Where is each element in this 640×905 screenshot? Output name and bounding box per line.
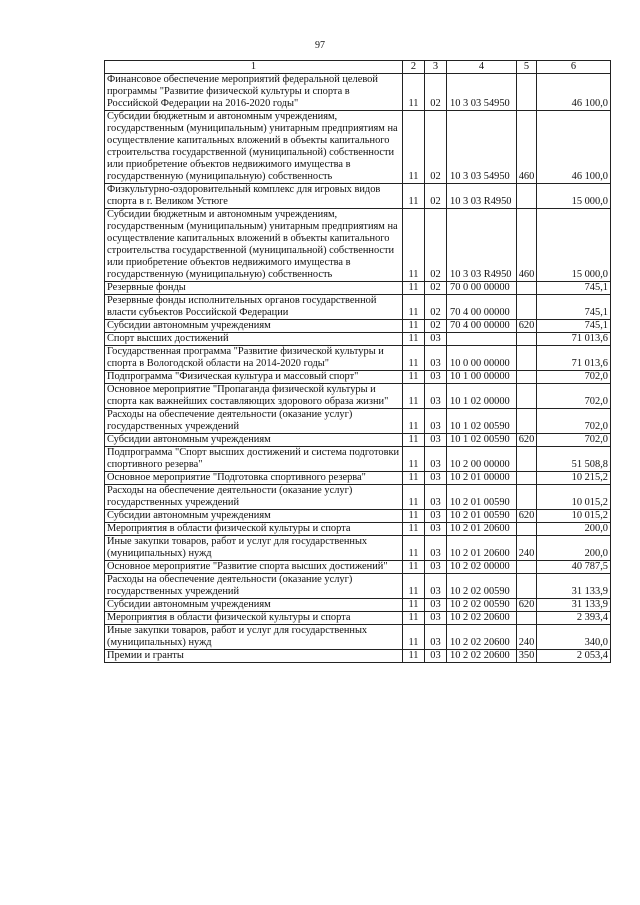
section-code-cell: 11 bbox=[403, 333, 425, 346]
subsection-code-cell: 03 bbox=[425, 574, 447, 599]
expense-type-cell: 620 bbox=[517, 434, 537, 447]
amount-cell: 31 133,9 bbox=[537, 599, 611, 612]
amount-cell: 15 000,0 bbox=[537, 209, 611, 282]
target-article-cell: 10 2 02 20600 bbox=[447, 612, 517, 625]
table-row bbox=[105, 612, 611, 625]
subsection-code-cell: 03 bbox=[425, 561, 447, 574]
table-row bbox=[105, 472, 611, 485]
header-cell: 5 bbox=[517, 61, 537, 74]
target-article-cell: 10 1 00 00000 bbox=[447, 371, 517, 384]
section-code-cell: 11 bbox=[403, 536, 425, 561]
subsection-code-cell: 02 bbox=[425, 282, 447, 295]
target-article-cell: 10 2 02 00590 bbox=[447, 574, 517, 599]
row-name-cell: Основное мероприятие "Развитие спорта высших достижений" bbox=[105, 561, 403, 574]
subsection-code-cell: 03 bbox=[425, 510, 447, 523]
expense-type-cell bbox=[517, 282, 537, 295]
target-article-cell: 10 3 03 54950 bbox=[447, 111, 517, 184]
expense-type-cell bbox=[517, 184, 537, 209]
expense-type-cell bbox=[517, 612, 537, 625]
target-article-cell: 70 4 00 00000 bbox=[447, 295, 517, 320]
amount-cell: 71 013,6 bbox=[537, 346, 611, 371]
amount-cell: 15 000,0 bbox=[537, 184, 611, 209]
section-code-cell: 11 bbox=[403, 625, 425, 650]
row-name-cell: Субсидии автономным учреждениям bbox=[105, 599, 403, 612]
table-row bbox=[105, 184, 611, 209]
table-row bbox=[105, 650, 611, 663]
amount-cell: 46 100,0 bbox=[537, 111, 611, 184]
header-row bbox=[105, 61, 611, 74]
target-article-cell: 10 3 03 R4950 bbox=[447, 184, 517, 209]
subsection-code-cell: 03 bbox=[425, 384, 447, 409]
target-article-cell: 10 1 02 00000 bbox=[447, 384, 517, 409]
table-row bbox=[105, 282, 611, 295]
expense-type-cell: 240 bbox=[517, 536, 537, 561]
target-article-cell bbox=[447, 333, 517, 346]
subsection-code-cell: 03 bbox=[425, 371, 447, 384]
row-name-cell: Основное мероприятие "Пропаганда физической культуры и спорта как важнейших составляющих здорового образа жизни" bbox=[105, 384, 403, 409]
amount-cell: 10 215,2 bbox=[537, 472, 611, 485]
subsection-code-cell: 03 bbox=[425, 409, 447, 434]
table-row bbox=[105, 434, 611, 447]
row-name-cell: Государственная программа "Развитие физической культуры и спорта в Вологодской области на 2014-2020 годы" bbox=[105, 346, 403, 371]
expense-type-cell: 240 bbox=[517, 625, 537, 650]
subsection-code-cell: 02 bbox=[425, 295, 447, 320]
section-code-cell: 11 bbox=[403, 384, 425, 409]
page-number: 97 bbox=[315, 40, 325, 51]
section-code-cell: 11 bbox=[403, 320, 425, 333]
row-name-cell: Субсидии бюджетным и автономным учреждениям, государственным (муниципальным) унитарным предприятиям на осуществление капитальных вложений в объекты капитального строительства государственной (муниципальной) собственности или приобретение объектов недвижимого имущества в государственную (муниципальную) собственность bbox=[105, 111, 403, 184]
subsection-code-cell: 03 bbox=[425, 536, 447, 561]
table-row bbox=[105, 371, 611, 384]
row-name-cell: Премии и гранты bbox=[105, 650, 403, 663]
subsection-code-cell: 02 bbox=[425, 209, 447, 282]
amount-cell: 10 015,2 bbox=[537, 485, 611, 510]
subsection-code-cell: 03 bbox=[425, 625, 447, 650]
subsection-code-cell: 03 bbox=[425, 434, 447, 447]
subsection-code-cell: 03 bbox=[425, 447, 447, 472]
row-name-cell: Расходы на обеспечение деятельности (оказание услуг) государственных учреждений bbox=[105, 409, 403, 434]
section-code-cell: 11 bbox=[403, 574, 425, 599]
subsection-code-cell: 03 bbox=[425, 333, 447, 346]
expense-type-cell bbox=[517, 447, 537, 472]
expense-type-cell bbox=[517, 371, 537, 384]
expense-type-cell bbox=[517, 472, 537, 485]
expense-type-cell: 620 bbox=[517, 320, 537, 333]
table-row bbox=[105, 510, 611, 523]
subsection-code-cell: 03 bbox=[425, 472, 447, 485]
table-row bbox=[105, 320, 611, 333]
table-row bbox=[105, 111, 611, 184]
table-row bbox=[105, 409, 611, 434]
target-article-cell: 10 3 03 54950 bbox=[447, 74, 517, 111]
target-article-cell: 10 1 02 00590 bbox=[447, 409, 517, 434]
section-code-cell: 11 bbox=[403, 434, 425, 447]
amount-cell: 200,0 bbox=[537, 536, 611, 561]
section-code-cell: 11 bbox=[403, 346, 425, 371]
expense-type-cell bbox=[517, 574, 537, 599]
table-row bbox=[105, 561, 611, 574]
section-code-cell: 11 bbox=[403, 599, 425, 612]
section-code-cell: 11 bbox=[403, 282, 425, 295]
expense-type-cell: 460 bbox=[517, 111, 537, 184]
section-code-cell: 11 bbox=[403, 561, 425, 574]
row-name-cell: Спорт высших достижений bbox=[105, 333, 403, 346]
row-name-cell: Иные закупки товаров, работ и услуг для государственных (муниципальных) нужд bbox=[105, 536, 403, 561]
section-code-cell: 11 bbox=[403, 371, 425, 384]
section-code-cell: 11 bbox=[403, 209, 425, 282]
amount-cell: 51 508,8 bbox=[537, 447, 611, 472]
subsection-code-cell: 03 bbox=[425, 485, 447, 510]
subsection-code-cell: 03 bbox=[425, 650, 447, 663]
amount-cell: 71 013,6 bbox=[537, 333, 611, 346]
row-name-cell: Расходы на обеспечение деятельности (оказание услуг) государственных учреждений bbox=[105, 574, 403, 599]
subsection-code-cell: 02 bbox=[425, 320, 447, 333]
table-row bbox=[105, 447, 611, 472]
section-code-cell: 11 bbox=[403, 111, 425, 184]
subsection-code-cell: 02 bbox=[425, 74, 447, 111]
expense-type-cell: 350 bbox=[517, 650, 537, 663]
amount-cell: 200,0 bbox=[537, 523, 611, 536]
row-name-cell: Мероприятия в области физической культуры и спорта bbox=[105, 612, 403, 625]
target-article-cell: 10 2 02 00000 bbox=[447, 561, 517, 574]
section-code-cell: 11 bbox=[403, 447, 425, 472]
expense-type-cell bbox=[517, 561, 537, 574]
subsection-code-cell: 02 bbox=[425, 184, 447, 209]
expense-type-cell bbox=[517, 333, 537, 346]
amount-cell: 702,0 bbox=[537, 384, 611, 409]
subsection-code-cell: 03 bbox=[425, 599, 447, 612]
expense-type-cell bbox=[517, 523, 537, 536]
row-name-cell: Физкультурно-оздоровительный комплекс для игровых видов спорта в г. Великом Устюге bbox=[105, 184, 403, 209]
row-name-cell: Резервные фонды bbox=[105, 282, 403, 295]
header-cell: 4 bbox=[447, 61, 517, 74]
row-name-cell: Расходы на обеспечение деятельности (оказание услуг) государственных учреждений bbox=[105, 485, 403, 510]
target-article-cell: 10 1 02 00590 bbox=[447, 434, 517, 447]
section-code-cell: 11 bbox=[403, 74, 425, 111]
target-article-cell: 10 2 01 00590 bbox=[447, 510, 517, 523]
section-code-cell: 11 bbox=[403, 612, 425, 625]
amount-cell: 702,0 bbox=[537, 371, 611, 384]
table-row bbox=[105, 74, 611, 111]
amount-cell: 745,1 bbox=[537, 282, 611, 295]
amount-cell: 2 053,4 bbox=[537, 650, 611, 663]
row-name-cell: Финансовое обеспечение мероприятий федеральной целевой программы "Развитие физической культуры и спорта в Российской Федерации на 2016-2020 годы" bbox=[105, 74, 403, 111]
target-article-cell: 70 0 00 00000 bbox=[447, 282, 517, 295]
row-name-cell: Подпрограмма "Спорт высших достижений и система подготовки спортивного резерва" bbox=[105, 447, 403, 472]
section-code-cell: 11 bbox=[403, 523, 425, 536]
table-row bbox=[105, 295, 611, 320]
amount-cell: 745,1 bbox=[537, 320, 611, 333]
expense-type-cell bbox=[517, 74, 537, 111]
budget-table bbox=[104, 60, 611, 663]
target-article-cell: 10 2 01 00590 bbox=[447, 485, 517, 510]
amount-cell: 745,1 bbox=[537, 295, 611, 320]
section-code-cell: 11 bbox=[403, 650, 425, 663]
target-article-cell: 10 2 02 20600 bbox=[447, 650, 517, 663]
section-code-cell: 11 bbox=[403, 485, 425, 510]
section-code-cell: 11 bbox=[403, 409, 425, 434]
row-name-cell: Подпрограмма "Физическая культура и массовый спорт" bbox=[105, 371, 403, 384]
amount-cell: 2 393,4 bbox=[537, 612, 611, 625]
row-name-cell: Субсидии бюджетным и автономным учреждениям, государственным (муниципальным) унитарным предприятиям на осуществление капитальных вложений в объекты капитального строительства государственной (муниципальной) собственности или приобретение объектов недвижимого имущества в государственную (муниципальную) собственность bbox=[105, 209, 403, 282]
amount-cell: 40 787,5 bbox=[537, 561, 611, 574]
subsection-code-cell: 03 bbox=[425, 523, 447, 536]
target-article-cell: 10 0 00 00000 bbox=[447, 346, 517, 371]
subsection-code-cell: 02 bbox=[425, 111, 447, 184]
target-article-cell: 10 2 01 20600 bbox=[447, 536, 517, 561]
target-article-cell: 10 2 01 20600 bbox=[447, 523, 517, 536]
expense-type-cell bbox=[517, 409, 537, 434]
subsection-code-cell: 03 bbox=[425, 346, 447, 371]
amount-cell: 702,0 bbox=[537, 409, 611, 434]
expense-type-cell bbox=[517, 485, 537, 510]
row-name-cell: Иные закупки товаров, работ и услуг для государственных (муниципальных) нужд bbox=[105, 625, 403, 650]
target-article-cell: 10 2 01 00000 bbox=[447, 472, 517, 485]
target-article-cell: 10 3 03 R4950 bbox=[447, 209, 517, 282]
row-name-cell: Субсидии автономным учреждениям bbox=[105, 320, 403, 333]
row-name-cell: Субсидии автономным учреждениям bbox=[105, 434, 403, 447]
table-row bbox=[105, 625, 611, 650]
table-row bbox=[105, 599, 611, 612]
expense-type-cell bbox=[517, 295, 537, 320]
table-row bbox=[105, 523, 611, 536]
row-name-cell: Основное мероприятие "Подготовка спортивного резерва" bbox=[105, 472, 403, 485]
expense-type-cell bbox=[517, 346, 537, 371]
amount-cell: 10 015,2 bbox=[537, 510, 611, 523]
expense-type-cell bbox=[517, 384, 537, 409]
target-article-cell: 70 4 00 00000 bbox=[447, 320, 517, 333]
table-row bbox=[105, 574, 611, 599]
target-article-cell: 10 2 02 20600 bbox=[447, 625, 517, 650]
header-cell: 6 bbox=[537, 61, 611, 74]
header-cell: 3 bbox=[425, 61, 447, 74]
target-article-cell: 10 2 02 00590 bbox=[447, 599, 517, 612]
section-code-cell: 11 bbox=[403, 510, 425, 523]
expense-type-cell: 620 bbox=[517, 599, 537, 612]
table-row bbox=[105, 485, 611, 510]
table-row bbox=[105, 209, 611, 282]
row-name-cell: Мероприятия в области физической культуры и спорта bbox=[105, 523, 403, 536]
amount-cell: 340,0 bbox=[537, 625, 611, 650]
amount-cell: 702,0 bbox=[537, 434, 611, 447]
expense-type-cell: 620 bbox=[517, 510, 537, 523]
row-name-cell: Субсидии автономным учреждениям bbox=[105, 510, 403, 523]
header-cell: 1 bbox=[105, 61, 403, 74]
header-cell: 2 bbox=[403, 61, 425, 74]
amount-cell: 46 100,0 bbox=[537, 74, 611, 111]
section-code-cell: 11 bbox=[403, 472, 425, 485]
subsection-code-cell: 03 bbox=[425, 612, 447, 625]
row-name-cell: Резервные фонды исполнительных органов государственной власти субъектов Российской Федерации bbox=[105, 295, 403, 320]
table-row bbox=[105, 536, 611, 561]
table-row bbox=[105, 333, 611, 346]
table-row bbox=[105, 346, 611, 371]
target-article-cell: 10 2 00 00000 bbox=[447, 447, 517, 472]
amount-cell: 31 133,9 bbox=[537, 574, 611, 599]
section-code-cell: 11 bbox=[403, 295, 425, 320]
table-row bbox=[105, 384, 611, 409]
expense-type-cell: 460 bbox=[517, 209, 537, 282]
section-code-cell: 11 bbox=[403, 184, 425, 209]
